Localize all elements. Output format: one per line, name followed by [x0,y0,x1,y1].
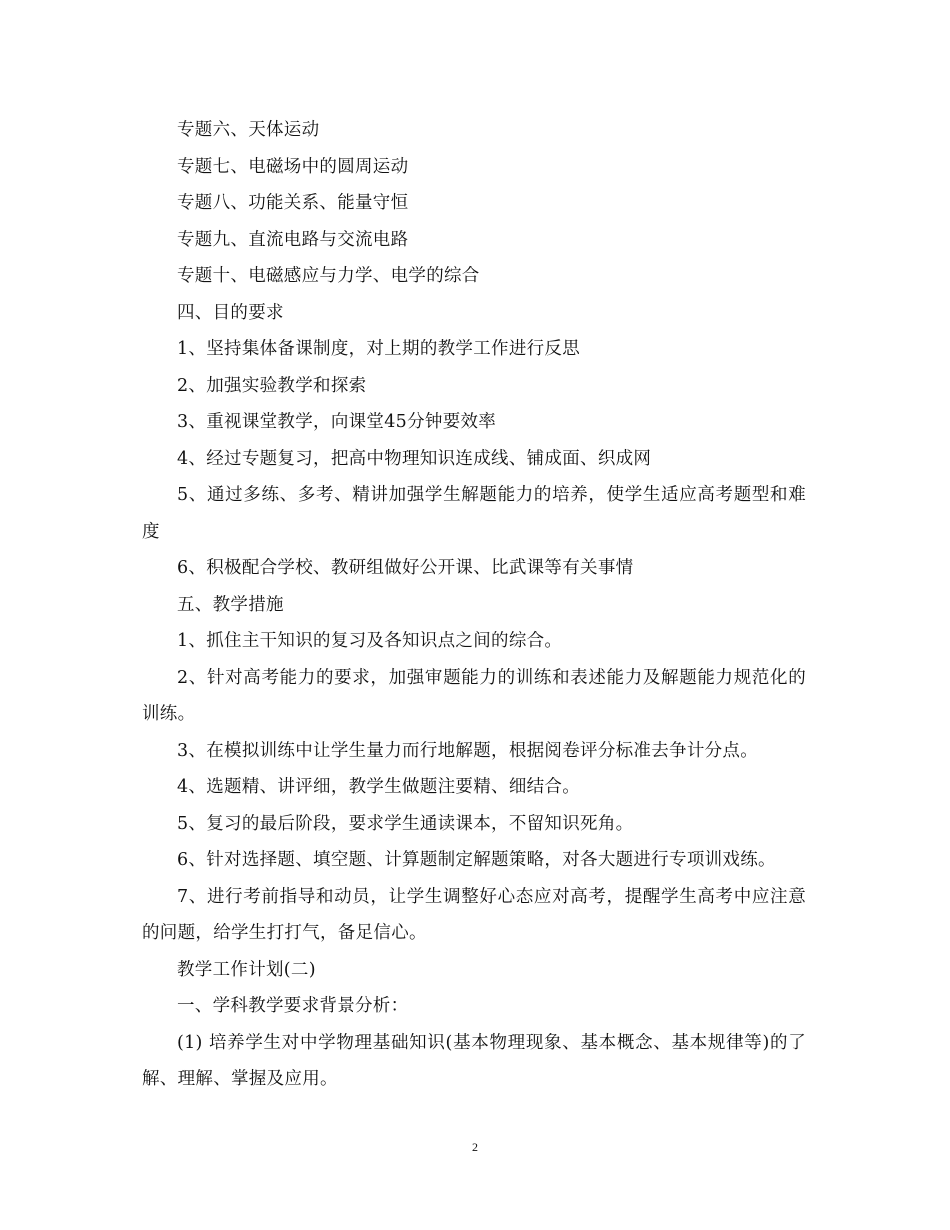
page-number: 2 [472,1140,478,1154]
paragraph: 5、通过多练、多考、精讲加强学生解题能力的培养，使学生适应高考题型和难度 [142,485,806,542]
paragraph: 6、针对选择题、填空题、计算题制定解题策略，对各大题进行专项训戏练。 [177,850,776,870]
paragraph: 4、经过专题复习，把高中物理知识连成线、铺成面、织成网 [177,448,652,469]
paragraph: 6、积极配合学校、教研组做好公开课、比武课等有关事情 [177,558,634,578]
paragraph: 专题九、直流电路与交流电路 [177,229,409,250]
paragraph: 专题七、电磁场中的圆周运动 [177,156,409,177]
paragraph: 2、加强实验教学和探索 [177,375,367,396]
paragraph: 7、进行考前指导和动员，让学生调整好心态应对高考，提醒学生高考中应注意的问题，给学生打打气，备足信心。 [142,886,806,943]
section-heading: 教学工作计划(二) [177,959,316,980]
section-heading: 四、目的要求 [177,302,284,323]
paragraph: 1、抓住主干知识的复习及各知识点之间的综合。 [177,631,563,651]
paragraph: 1、坚持集体备课制度，对上期的教学工作进行反思 [177,339,581,359]
paragraph: 专题六、天体运动 [177,120,320,140]
paragraph: 5、复习的最后阶段，要求学生通读课本，不留知识死角。 [177,813,634,834]
paragraph: 4、选题精、讲评细，教学生做题注要精、细结合。 [177,777,581,797]
section-heading: 一、学科教学要求背景分析： [177,996,409,1016]
paragraph: (1) 培养学生对中学物理基础知识(基本物理现象、基本概念、基本规律等)的了解、理解、掌握及应用。 [142,1032,806,1089]
paragraph: 3、重视课堂教学，向课堂45分钟要效率 [177,412,497,432]
paragraph: 2、针对高考能力的要求，加强审题能力的训练和表述能力及解题能力规范化的训练。 [142,667,806,724]
document-body [142,112,806,1098]
paragraph: 3、在模拟训练中让学生量力而行地解题，根据阅卷评分标准去争计分点。 [177,740,759,761]
paragraph: 专题八、功能关系、能量守恒 [177,193,409,213]
paragraph: 专题十、电磁感应与力学、电学的综合 [177,266,480,286]
section-heading: 五、教学措施 [177,594,284,615]
